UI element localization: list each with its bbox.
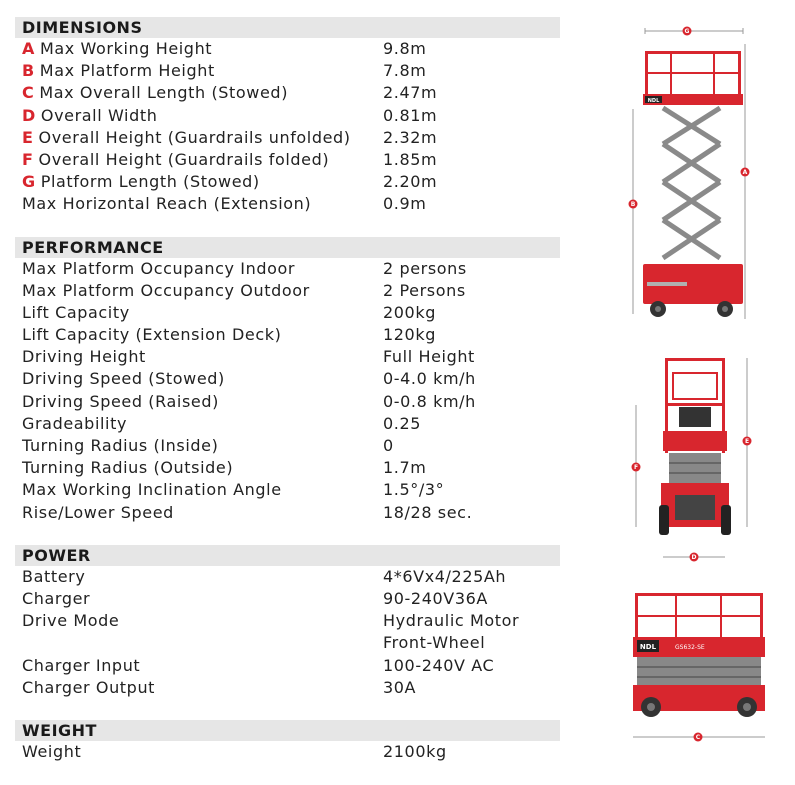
spec-row bbox=[15, 346, 560, 368]
spec-label bbox=[15, 171, 383, 193]
spec-row bbox=[15, 105, 560, 127]
spec-value: Full Height bbox=[383, 347, 475, 367]
spec-label bbox=[15, 502, 383, 524]
spec-label bbox=[15, 655, 383, 677]
spec-value: 0.25 bbox=[383, 413, 422, 433]
spec-label bbox=[15, 457, 383, 479]
spec-label-text: Max Platform Occupancy Outdoor bbox=[22, 280, 310, 300]
spec-label-text: Overall Width bbox=[40, 105, 158, 125]
dim-label-g: G bbox=[684, 28, 690, 36]
spec-row bbox=[15, 413, 560, 435]
side-view-figure bbox=[625, 24, 760, 324]
spec-value: 0-0.8 km/h bbox=[383, 391, 476, 411]
spec-value: 7.8m bbox=[383, 61, 427, 81]
spec-label-text: Max Platform Height bbox=[39, 61, 215, 81]
spec-value: 2.20m bbox=[383, 172, 438, 192]
spec-value: 0.9m bbox=[383, 194, 427, 214]
spec-label-text: Lift Capacity bbox=[22, 302, 130, 322]
spec-row bbox=[15, 82, 560, 104]
spec-label bbox=[15, 479, 383, 501]
spec-label bbox=[15, 677, 383, 699]
spec-label-text: Overall Height (Guardrails folded) bbox=[38, 149, 330, 169]
spec-label bbox=[15, 413, 383, 435]
spec-label bbox=[15, 741, 383, 763]
spec-row bbox=[15, 391, 560, 413]
spec-value: 18/28 sec. bbox=[383, 502, 473, 522]
spec-label-text: Max Working Inclination Angle bbox=[22, 480, 282, 500]
spec-value: 0-4.0 km/h bbox=[383, 369, 476, 389]
spec-value: 30A bbox=[383, 677, 417, 697]
spec-label bbox=[15, 610, 383, 632]
section-spacer bbox=[15, 699, 560, 720]
dimension-letter: E bbox=[22, 127, 34, 147]
spec-label-text: Driving Speed (Raised) bbox=[22, 391, 219, 411]
spec-row bbox=[15, 741, 560, 763]
spec-row bbox=[15, 457, 560, 479]
spec-row bbox=[15, 127, 560, 149]
section-spacer bbox=[15, 216, 560, 237]
spec-label-text: Rise/Lower Speed bbox=[22, 502, 174, 522]
spec-row bbox=[15, 610, 560, 632]
dimension-letter: B bbox=[22, 61, 35, 81]
section-spacer bbox=[15, 524, 560, 545]
spec-row bbox=[15, 655, 560, 677]
dimensions-section-header: DIMENSIONS bbox=[15, 17, 560, 38]
spec-value: 2 Persons bbox=[383, 280, 466, 300]
spec-label-text: Lift Capacity (Extension Deck) bbox=[22, 325, 282, 345]
spec-label-text: Weight bbox=[22, 741, 82, 761]
dim-label-c: C bbox=[695, 734, 701, 742]
spec-row bbox=[15, 149, 560, 171]
spec-row bbox=[15, 677, 560, 699]
spec-label-text: Battery bbox=[22, 566, 86, 586]
power-section-header: POWER bbox=[15, 545, 560, 566]
spec-label bbox=[15, 346, 383, 368]
spec-label-text: Charger bbox=[22, 588, 91, 608]
spec-label bbox=[15, 588, 383, 610]
spec-label-text: Max Working Height bbox=[39, 39, 213, 58]
dim-label-a: A bbox=[742, 169, 748, 177]
model-text: GS632-SE bbox=[675, 644, 705, 651]
spec-row bbox=[15, 588, 560, 610]
spec-value: 2.47m bbox=[383, 83, 438, 103]
spec-value: 0.81m bbox=[383, 105, 438, 125]
spec-value: 120kg bbox=[383, 325, 436, 345]
spec-value: 100-240V AC bbox=[383, 655, 495, 675]
dimension-letter: D bbox=[22, 105, 36, 125]
spec-value: 2 persons bbox=[383, 258, 467, 278]
dim-label-f: F bbox=[633, 464, 639, 472]
spec-value: 1.85m bbox=[383, 149, 438, 169]
spec-label-text: Max Platform Occupancy Indoor bbox=[22, 258, 296, 278]
spec-label bbox=[15, 391, 383, 413]
dim-label-e: E bbox=[744, 438, 750, 446]
spec-row bbox=[15, 324, 560, 346]
spec-value: 200kg bbox=[383, 302, 436, 322]
spec-row bbox=[15, 632, 560, 654]
dimension-letter: F bbox=[22, 149, 34, 169]
spec-label-text: Turning Radius (Outside) bbox=[22, 458, 234, 478]
spec-label-text: Driving Speed (Stowed) bbox=[22, 369, 225, 389]
performance-section-header: PERFORMANCE bbox=[15, 237, 560, 258]
spec-label-text: Max Overall Length (Stowed) bbox=[39, 83, 289, 103]
spec-row bbox=[15, 368, 560, 390]
spec-value: Front-Wheel bbox=[383, 633, 486, 653]
spec-label bbox=[15, 149, 383, 171]
spec-value: 9.8m bbox=[383, 39, 427, 58]
spec-row bbox=[15, 171, 560, 193]
spec-value: 2100kg bbox=[383, 741, 447, 761]
spec-label-text: Charger Input bbox=[22, 655, 141, 675]
spec-label-text: Charger Output bbox=[22, 677, 156, 697]
spec-row bbox=[15, 435, 560, 457]
spec-label bbox=[15, 82, 383, 104]
spec-label bbox=[15, 193, 383, 215]
dimension-letter: G bbox=[22, 172, 36, 192]
spec-row bbox=[15, 302, 560, 324]
side-brand-text: NDL bbox=[647, 98, 660, 104]
spec-row bbox=[15, 258, 560, 280]
spec-value: 1.5°/3° bbox=[383, 480, 445, 500]
spec-label bbox=[15, 127, 383, 149]
spec-label-text: Driving Height bbox=[22, 347, 146, 367]
stowed-view-figure bbox=[625, 585, 775, 745]
spec-value: Hydraulic Motor bbox=[383, 611, 520, 631]
spec-row bbox=[15, 479, 560, 501]
dimension-letter: C bbox=[22, 83, 35, 103]
spec-row bbox=[15, 60, 560, 82]
spec-label bbox=[15, 632, 383, 654]
stowed-brand-text: NDL bbox=[639, 643, 657, 651]
spec-label bbox=[15, 105, 383, 127]
spec-table bbox=[15, 17, 560, 763]
spec-label bbox=[15, 324, 383, 346]
dimension-letter: A bbox=[22, 39, 35, 58]
front-view-figure bbox=[625, 355, 760, 565]
weight-section-header: WEIGHT bbox=[15, 720, 560, 741]
spec-label bbox=[15, 38, 383, 60]
spec-value: 0 bbox=[383, 436, 394, 455]
spec-label bbox=[15, 566, 383, 588]
spec-label-text: Overall Height (Guardrails unfolded) bbox=[38, 127, 351, 147]
spec-row bbox=[15, 280, 560, 302]
spec-row bbox=[15, 193, 560, 215]
spec-row bbox=[15, 38, 560, 60]
dim-label-d: D bbox=[691, 554, 697, 562]
spec-label bbox=[15, 435, 383, 457]
spec-label-text: Gradeability bbox=[22, 413, 128, 433]
spec-label-text: Platform Length (Stowed) bbox=[40, 172, 260, 192]
spec-label-text: Drive Mode bbox=[22, 611, 120, 631]
spec-value: 1.7m bbox=[383, 458, 427, 478]
spec-value: 90-240V36A bbox=[383, 588, 488, 608]
spec-value: 4*6Vx4/225Ah bbox=[383, 566, 507, 586]
spec-label bbox=[15, 302, 383, 324]
dim-label-b: B bbox=[630, 201, 636, 209]
spec-label bbox=[15, 60, 383, 82]
spec-value: 2.32m bbox=[383, 127, 438, 147]
spec-row bbox=[15, 566, 560, 588]
spec-label bbox=[15, 280, 383, 302]
spec-row bbox=[15, 502, 560, 524]
spec-label bbox=[15, 368, 383, 390]
spec-label-text: Turning Radius (Inside) bbox=[22, 436, 219, 455]
spec-label-text: Max Horizontal Reach (Extension) bbox=[22, 194, 312, 214]
spec-label bbox=[15, 258, 383, 280]
